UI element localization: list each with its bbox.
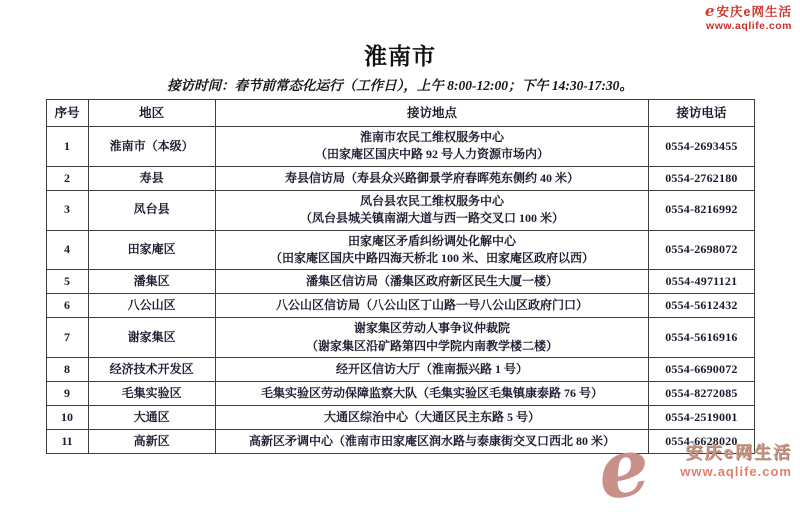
district-name: 谢家集区 xyxy=(88,318,215,358)
table-row xyxy=(46,318,754,358)
col-header-location: 接访地点 xyxy=(215,100,649,127)
table-row xyxy=(46,127,754,167)
phone-number: 0554-2762180 xyxy=(649,166,754,190)
district-name: 八公山区 xyxy=(88,294,215,318)
table-row xyxy=(46,270,754,294)
district-name: 毛集实验区 xyxy=(88,382,215,406)
visit-location-line1: 毛集实验区劳动保障监察大队（毛集实验区毛集镇康泰路 76 号） xyxy=(261,385,604,400)
visit-location-line1: 经开区信访大厅（淮南振兴路 1 号） xyxy=(336,361,529,376)
district-name: 高新区 xyxy=(88,430,215,454)
visit-location xyxy=(215,294,649,318)
watermark-site-name: 安庆e网生活 xyxy=(685,443,792,462)
visit-location-line1: 寿县信访局（寿县众兴路御景学府春晖苑东侧约 40 米） xyxy=(285,170,580,185)
district-name: 淮南市（本级） xyxy=(88,127,215,167)
visiting-hours-note: 接访时间：春节前常态化运行（工作日），上午 8:00-12:00；下午 14:30-17:30。 xyxy=(167,78,633,93)
table-row xyxy=(46,294,754,318)
visit-location xyxy=(215,166,649,190)
phone-number: 0554-5612432 xyxy=(649,294,754,318)
watermark-site-url: www.aqlife.com xyxy=(706,19,792,32)
row-no: 1 xyxy=(46,127,88,167)
row-no: 3 xyxy=(46,190,88,230)
aqlife-e-logo-icon: e xyxy=(705,2,715,20)
aqlife-e-logo-icon: e xyxy=(591,417,656,518)
visit-location-line1: 大通区综治中心（大通区民主东路 5 号） xyxy=(324,409,541,424)
phone-number: 0554-8272085 xyxy=(649,382,754,406)
table-row xyxy=(46,230,754,270)
visit-location xyxy=(215,358,649,382)
visit-location-line2: （田家庵区国庆中路 92 号人力资源市场内） xyxy=(315,147,550,162)
visit-location-line1: 八公山区信访局（八公山区丁山路一号八公山区政府门口） xyxy=(276,298,589,313)
district-name: 潘集区 xyxy=(88,270,215,294)
phone-number: 0554-4971121 xyxy=(649,270,754,294)
watermark-bottom-right xyxy=(680,443,792,479)
watermark-top-right xyxy=(705,3,792,32)
row-no: 6 xyxy=(46,294,88,318)
row-no: 5 xyxy=(46,270,88,294)
table-row xyxy=(46,430,754,454)
phone-number: 0554-6628020 xyxy=(649,430,754,454)
visit-location xyxy=(215,406,649,430)
row-no: 10 xyxy=(46,406,88,430)
visit-location xyxy=(215,230,649,270)
phone-number: 0554-2519001 xyxy=(649,406,754,430)
visit-location xyxy=(215,382,649,406)
phone-number: 0554-8216992 xyxy=(649,190,754,230)
page-title: 淮南市 xyxy=(364,43,436,69)
col-header-no: 序号 xyxy=(46,100,88,127)
visit-location xyxy=(215,127,649,167)
district-name: 凤台县 xyxy=(88,190,215,230)
col-header-district: 地区 xyxy=(88,100,215,127)
col-header-phone: 接访电话 xyxy=(649,100,754,127)
table-row xyxy=(46,190,754,230)
row-no: 7 xyxy=(46,318,88,358)
row-no: 2 xyxy=(46,166,88,190)
table-row xyxy=(46,406,754,430)
table-row xyxy=(46,382,754,406)
watermark-site-url: www.aqlife.com xyxy=(680,463,792,479)
row-no: 9 xyxy=(46,382,88,406)
district-name: 经济技术开发区 xyxy=(88,358,215,382)
row-no: 8 xyxy=(46,358,88,382)
visit-location xyxy=(215,430,649,454)
contact-table xyxy=(46,99,755,454)
visit-location-line1: 潘集区信访局（潘集区政府新区民生大厦一楼） xyxy=(306,274,559,289)
visit-location xyxy=(215,190,649,230)
visit-location-line1: 凤台县农民工维权服务中心 xyxy=(360,193,505,208)
district-name: 田家庵区 xyxy=(88,230,215,270)
table-row xyxy=(46,166,754,190)
visit-location-line1: 淮南市农民工维权服务中心 xyxy=(360,130,505,144)
district-name: 大通区 xyxy=(88,406,215,430)
row-no: 11 xyxy=(46,430,88,454)
visit-location-line2: （凤台县城关镇南湖大道与西一路交叉口 100 米） xyxy=(300,211,565,226)
phone-number: 0554-2698072 xyxy=(649,230,754,270)
visit-location-line1: 谢家集区劳动人事争议仲裁院 xyxy=(354,321,511,336)
visit-location-line1: 高新区矛调中心（淮南市田家庵区润水路与泰康街交叉口西北 80 米） xyxy=(249,433,616,448)
visit-location xyxy=(215,318,649,358)
visit-location-line2: （田家庵区国庆中路四海天桥北 100 米、田家庵区政府以西） xyxy=(270,250,595,265)
visit-location xyxy=(215,270,649,294)
watermark-site-name: 安庆e网生活 xyxy=(716,5,792,19)
phone-number: 0554-2693455 xyxy=(649,127,754,167)
phone-number: 0554-5616916 xyxy=(649,318,754,358)
district-name: 寿县 xyxy=(88,166,215,190)
phone-number: 0554-6690072 xyxy=(649,358,754,382)
visit-location-line2: （谢家集区沿矿路第四中学院内南教学楼二楼） xyxy=(306,338,559,353)
table-row xyxy=(46,358,754,382)
visit-location-line1: 田家庵区矛盾纠纷调处化解中心 xyxy=(348,233,517,248)
table-header-row xyxy=(46,100,754,127)
row-no: 4 xyxy=(46,230,88,270)
